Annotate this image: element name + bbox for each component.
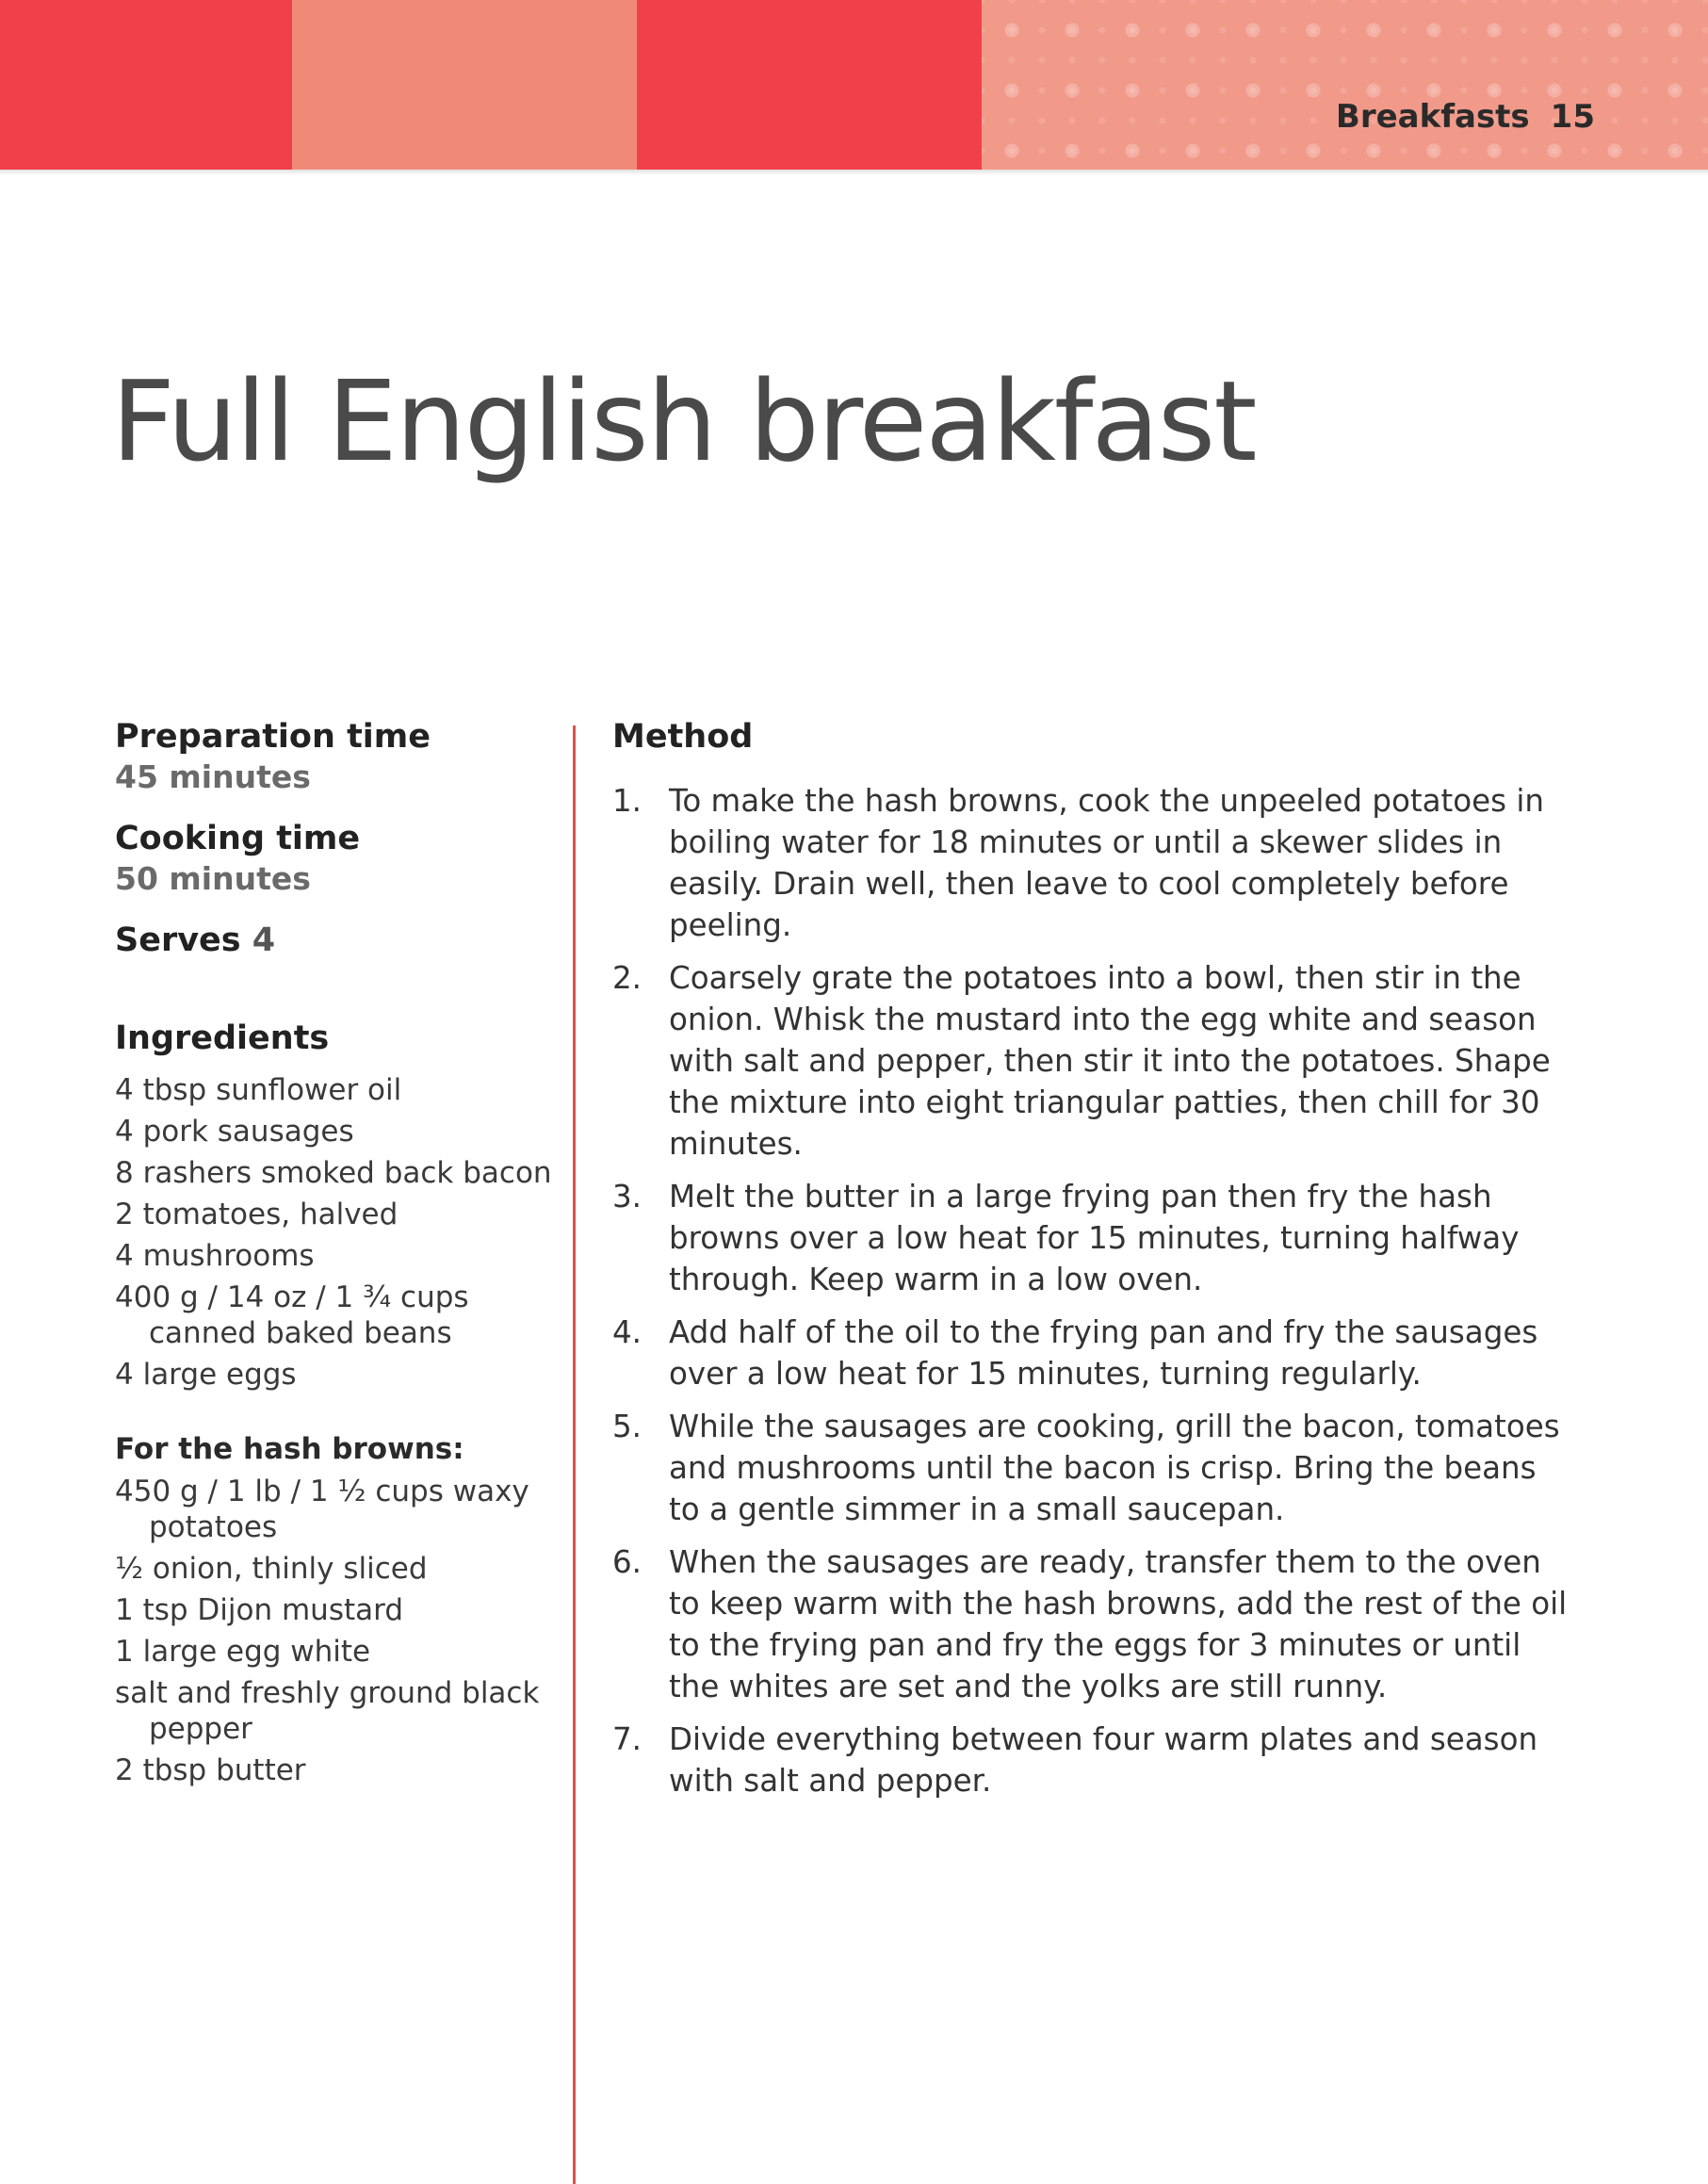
step-text: Melt the butter in a large frying pan then fry the hash browns over a low heat for 15 minutes, turning halfway through. Keep warm in a low oven. — [669, 1179, 1520, 1297]
ingredient-item: 4 mushrooms — [115, 1239, 315, 1273]
method-step — [612, 1541, 1573, 1707]
step-text: To make the hash browns, cook the unpeeled potatoes in boiling water for 18 minutes or until a skewer slides in easily. Drain well, then leave to cool completely before peeling. — [669, 783, 1545, 943]
hash-browns-heading: For the hash browns: — [115, 1432, 464, 1466]
prep-time-block — [115, 716, 558, 797]
section-name: Breakfasts — [1335, 98, 1530, 136]
header-color-bar — [0, 0, 1708, 170]
cook-time-label: Cooking time — [115, 820, 361, 857]
hash-browns-list — [115, 1474, 558, 1788]
step-number: 5. — [612, 1409, 643, 1444]
cook-time-value: 50 minutes — [115, 860, 311, 897]
cook-time-block — [115, 818, 558, 899]
method-step — [612, 1312, 1573, 1394]
hash-browns-item: salt and freshly ground black pepper — [115, 1676, 540, 1746]
hash-browns-item: 1 tsp Dijon mustard — [115, 1593, 404, 1627]
method-heading: Method — [612, 718, 754, 756]
method-step — [612, 1719, 1573, 1801]
method-step — [612, 1176, 1573, 1300]
prep-time-label: Preparation time — [115, 718, 431, 756]
ingredient-item: 8 rashers smoked back bacon — [115, 1156, 552, 1190]
step-text: Coarsely grate the potatoes into a bowl, then stir in the onion. Whisk the mustard into the egg white and season with salt and pepper, then stir it into the potatoes. Shape the mixture into eight triangular patties, then chill for 30 minutes. — [669, 960, 1551, 1162]
serves-value: 4 — [252, 921, 276, 959]
hash-browns-item: 450 g / 1 lb / 1 ½ cups waxy potatoes — [115, 1475, 529, 1544]
recipe-title: Full English breakfast — [111, 356, 1256, 486]
method-column — [612, 716, 1573, 1813]
step-text: Divide everything between four warm plates and season with salt and pepper. — [669, 1721, 1538, 1799]
header-block-salmon — [292, 0, 637, 170]
step-number: 1. — [612, 783, 643, 819]
ingredient-item: 4 large eggs — [115, 1358, 297, 1392]
hash-browns-item: 2 tbsp butter — [115, 1753, 306, 1787]
running-head — [1336, 98, 1595, 136]
step-text: When the sausages are ready, transfer them to the oven to keep warm with the hash browns, add the rest of the oil to the frying pan and fry the eggs for 3 minutes or until the whites are set and the yolks are still runny. — [669, 1544, 1568, 1704]
ingredient-item: 2 tomatoes, halved — [115, 1198, 399, 1231]
step-number: 3. — [612, 1179, 643, 1214]
prep-time-value: 45 minutes — [115, 758, 311, 795]
step-text: Add half of the oil to the frying pan and fry the sausages over a low heat for 15 minutes, turning regularly. — [669, 1314, 1538, 1392]
serves-label: Serves — [115, 921, 241, 959]
method-step — [612, 957, 1573, 1165]
step-text: While the sausages are cooking, grill the bacon, tomatoes and mushrooms until the bacon is crisp. Bring the beans to a gentle simmer in a small saucepan. — [669, 1409, 1560, 1527]
step-number: 2. — [612, 960, 643, 996]
header-block-red — [0, 0, 292, 170]
header-block-red-2 — [637, 0, 982, 170]
method-step — [612, 1406, 1573, 1530]
ingredient-item: 4 pork sausages — [115, 1115, 354, 1149]
method-step — [612, 780, 1573, 946]
recipe-info-column — [115, 716, 558, 1794]
page-number: 15 — [1550, 98, 1595, 136]
ingredients-heading: Ingredients — [115, 1019, 330, 1057]
step-number: 6. — [612, 1544, 643, 1580]
hash-browns-item: 1 large egg white — [115, 1635, 371, 1669]
serves-line — [115, 920, 558, 961]
column-divider — [573, 725, 576, 2184]
ingredient-item: 400 g / 14 oz / 1 ¾ cups canned baked beans — [115, 1280, 469, 1350]
ingredients-list — [115, 1072, 558, 1393]
step-number: 4. — [612, 1314, 643, 1350]
ingredient-item: 4 tbsp sunflower oil — [115, 1073, 402, 1107]
method-steps — [612, 780, 1573, 1801]
header-block-patterned — [982, 0, 1708, 170]
step-number: 7. — [612, 1721, 643, 1757]
hash-browns-item: ½ onion, thinly sliced — [115, 1552, 428, 1586]
